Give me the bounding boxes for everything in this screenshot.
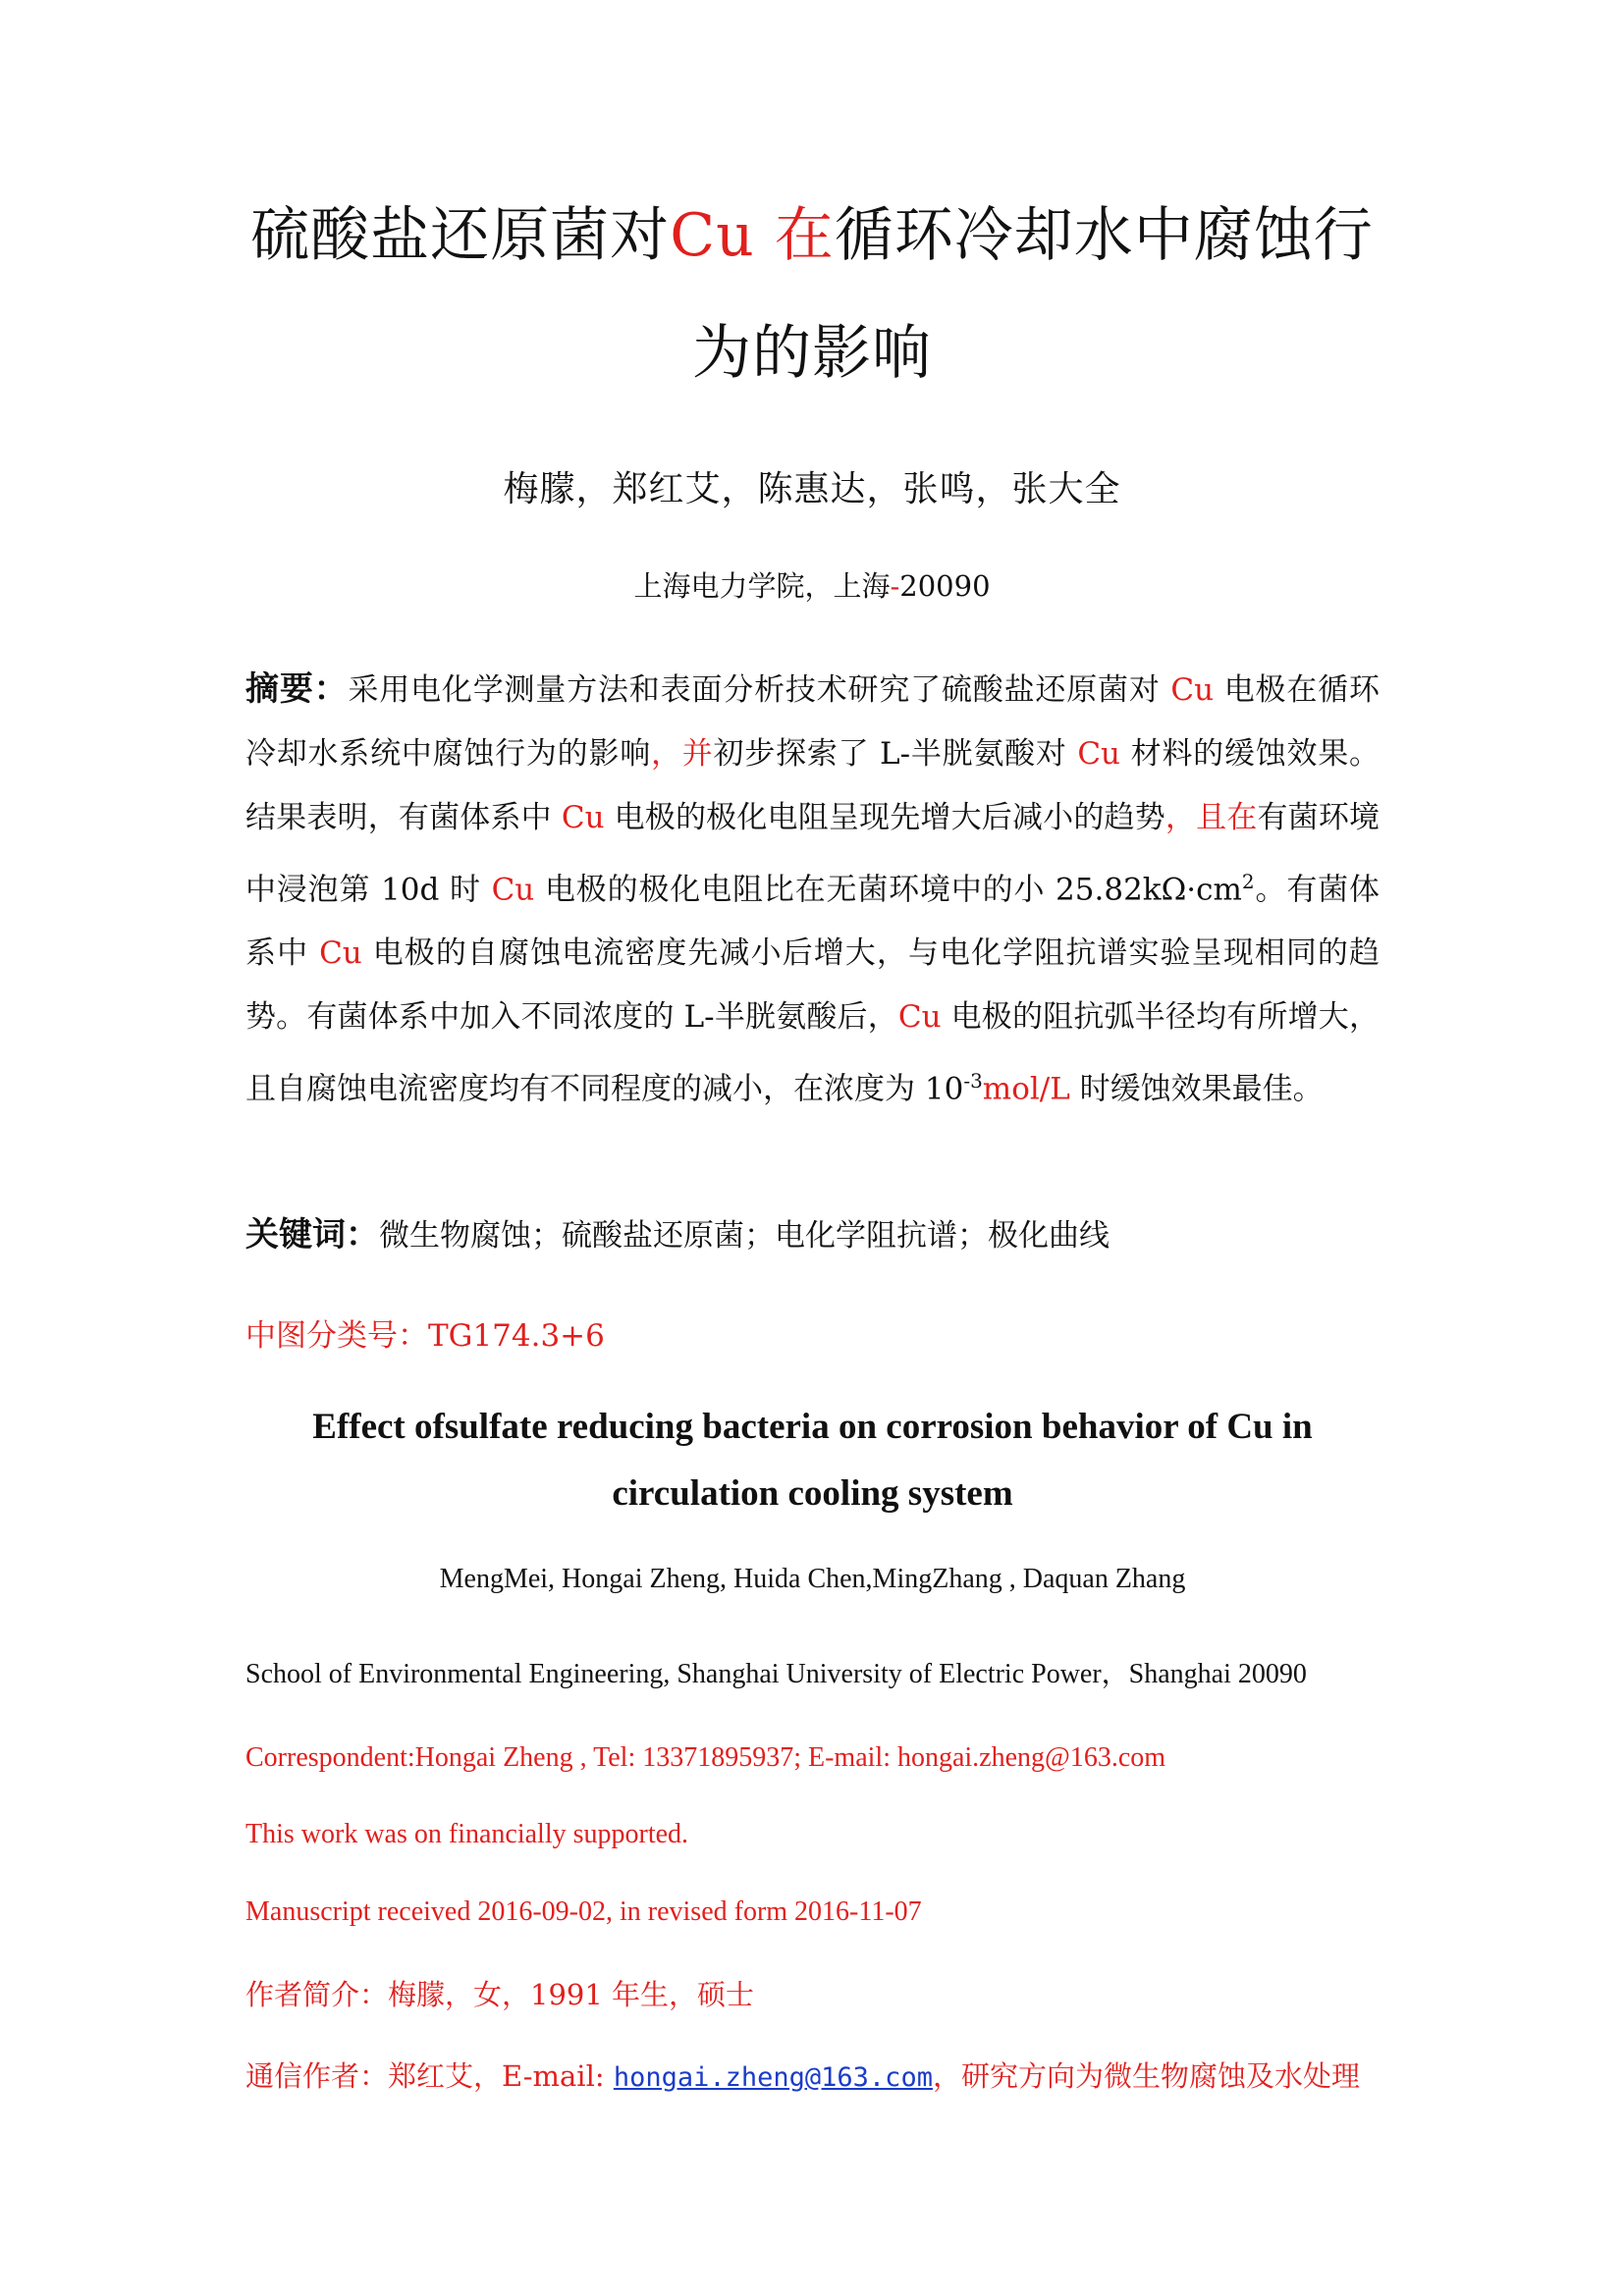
classification-number: 中图分类号：TG174.3+6 bbox=[245, 1318, 605, 1354]
abstract-text: 材料的缓蚀效果。结果表明，有菌体系中 bbox=[245, 736, 1380, 835]
abstract-cu: Cu bbox=[1170, 672, 1215, 708]
corresponding-author bbox=[245, 2055, 1360, 2095]
english-title-line-2: circulation cooling system bbox=[612, 1473, 1013, 1514]
manuscript-received: Manuscript received 2016-09-02, in revised form 2016-11-07 bbox=[245, 1896, 922, 1927]
email-link[interactable]: hongai.zheng@163.com bbox=[613, 2062, 933, 2093]
abstract-superscript: 2 bbox=[1241, 870, 1255, 893]
abstract-text: 电极在循环冷却水系统中腐蚀行为的影响 bbox=[245, 672, 1380, 772]
title-line-2: 为的影响 bbox=[692, 319, 932, 388]
abstract-cu: Cu bbox=[1077, 736, 1120, 772]
abstract-text: 初步探索了 L-半胱氨酸对 bbox=[713, 736, 1078, 772]
corresponding-prefix: 通信作者：郑红艾，E-mail: bbox=[245, 2059, 614, 2093]
abstract bbox=[245, 658, 1380, 1122]
affiliation-dash: - bbox=[890, 569, 900, 603]
affiliation bbox=[196, 564, 1428, 605]
abstract-text: 电极的自腐蚀电流密度先减小后增大，与电化学阻抗谱实验呈现相同的趋势。有菌体系中加入不同浓度的 L-半胱氨酸后， bbox=[245, 935, 1380, 1036]
abstract-cu: Cu bbox=[491, 872, 535, 908]
english-affiliation: School of Environmental Engineering, Shanghai University of Electric Power，Shanghai 20090 bbox=[245, 1659, 1307, 1689]
abstract-label: 摘要： bbox=[245, 669, 349, 709]
abstract-text: 。有菌体系中 bbox=[245, 872, 1380, 972]
abstract-text: 时缓蚀效果最佳。 bbox=[1069, 1071, 1324, 1107]
english-authors: MengMei, Hongai Zheng, Huida Chen,MingZhang , Daquan Zhang bbox=[439, 1564, 1186, 1594]
keywords bbox=[245, 1207, 1380, 1255]
correspondent: Correspondent:Hongai Zheng , Tel: 13371895937; E-mail: hongai.zheng@163.com bbox=[245, 1742, 1166, 1773]
abstract-superscript: -3 bbox=[963, 1069, 983, 1094]
abstract-cu: Cu bbox=[319, 935, 362, 972]
affiliation-code: 20090 bbox=[899, 569, 991, 603]
abstract-text: 采用电化学测量方法和表面分析技术研究了硫酸盐还原菌对 bbox=[348, 672, 1171, 708]
author-bio: 作者简介：梅朦，女，1991 年生，硕士 bbox=[245, 1978, 755, 2011]
english-title-line-1: Effect ofsulfate reducing bacteria on corrosion behavior of Cu in bbox=[312, 1407, 1313, 1447]
abstract-red-text: ，且在 bbox=[1164, 800, 1258, 835]
abstract-text: 电极的阻抗弧半径均有所增大，且自腐蚀电流密度均有不同程度的减小，在浓度为 10 bbox=[245, 999, 1380, 1107]
abstract-unit: mol/L bbox=[982, 1071, 1070, 1107]
abstract-text: 有菌环境中浸泡第 10d 时 bbox=[245, 800, 1380, 908]
title-part-b: Cu 在 bbox=[670, 201, 835, 270]
keywords-text: 微生物腐蚀；硫酸盐还原菌；电化学阻抗谱；极化曲线 bbox=[379, 1218, 1110, 1254]
title-part-a: 硫酸盐还原菌对 bbox=[250, 201, 671, 270]
abstract-red-text: ，并 bbox=[651, 736, 714, 772]
title-line-1 bbox=[196, 201, 1428, 270]
funding-note: This work was on financially supported. bbox=[245, 1819, 689, 1849]
abstract-cu: Cu bbox=[897, 999, 942, 1036]
corresponding-suffix: ，研究方向为微生物腐蚀及水处理 bbox=[932, 2059, 1360, 2093]
keywords-label: 关键词： bbox=[245, 1215, 379, 1255]
abstract-text: 电极的极化电阻比在无菌环境中的小 25.82kΩ·cm bbox=[534, 872, 1242, 908]
title-part-c: 循环冷却水中腐蚀行 bbox=[834, 201, 1374, 270]
authors: 梅朦，郑红艾，陈惠达，张鸣，张大全 bbox=[503, 469, 1121, 509]
abstract-text: 电极的极化电阻呈现先增大后减小的趋势 bbox=[604, 800, 1165, 835]
abstract-cu: Cu bbox=[561, 800, 605, 835]
affiliation-part-a: 上海电力学院，上海 bbox=[633, 569, 891, 603]
